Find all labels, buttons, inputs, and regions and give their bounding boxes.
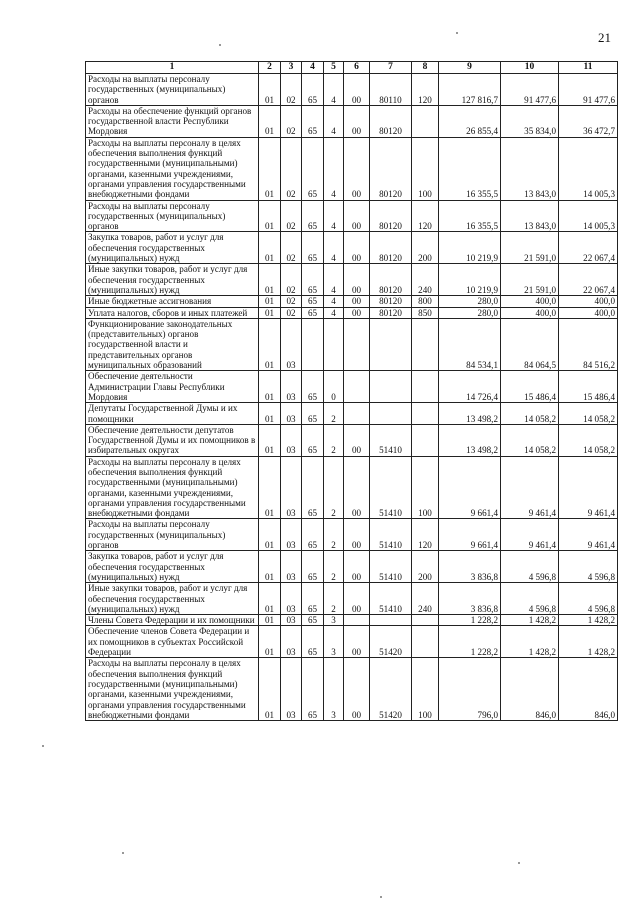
table-row bbox=[86, 137, 618, 200]
column-header-1: 1 bbox=[86, 62, 259, 74]
expense-code-cell: 80120 bbox=[370, 307, 412, 318]
expense-code-cell bbox=[370, 318, 412, 370]
row-name-cell: Иные закупки товаров, работ и услуг для обеспечения государственных (муниципальных) нужд bbox=[86, 583, 259, 615]
row-name-cell: Функционирование законодательных (представительных) органов государственной власти и представительных органов муниципальных образований bbox=[86, 318, 259, 370]
amount-year3-cell: 1 428,2 bbox=[559, 626, 618, 658]
expense-code-cell: 80120 bbox=[370, 105, 412, 137]
direction-code-cell: 00 bbox=[344, 264, 370, 296]
expense-type-cell: 120 bbox=[412, 200, 439, 232]
program-code-cell: 65 bbox=[302, 296, 324, 307]
direction-code-cell: 00 bbox=[344, 551, 370, 583]
amount-year1-cell: 13 498,2 bbox=[439, 403, 501, 425]
expense-code-cell bbox=[370, 615, 412, 626]
amount-year2-cell: 1 428,2 bbox=[501, 626, 559, 658]
table-row bbox=[86, 424, 618, 456]
amount-year3-cell: 14 058,2 bbox=[559, 424, 618, 456]
subsection-code-cell: 02 bbox=[281, 105, 302, 137]
amount-year2-cell: 13 843,0 bbox=[501, 137, 559, 200]
subprogram-code-cell: 4 bbox=[324, 307, 344, 318]
row-name-cell: Расходы на выплаты персоналу государственных (муниципальных) органов bbox=[86, 519, 259, 551]
amount-year3-cell: 9 461,4 bbox=[559, 519, 618, 551]
subprogram-code-cell: 2 bbox=[324, 519, 344, 551]
scan-speck bbox=[219, 44, 221, 46]
direction-code-cell: 00 bbox=[344, 519, 370, 551]
scan-speck bbox=[122, 852, 124, 854]
row-name-cell: Расходы на обеспечение функций органов государственной власти Республики Мордовия bbox=[86, 105, 259, 137]
section-code-cell: 01 bbox=[259, 137, 281, 200]
amount-year2-cell: 84 064,5 bbox=[501, 318, 559, 370]
subprogram-code-cell: 4 bbox=[324, 296, 344, 307]
amount-year2-cell: 846,0 bbox=[501, 658, 559, 721]
program-code-cell: 65 bbox=[302, 551, 324, 583]
page-number: 21 bbox=[598, 30, 611, 45]
section-code-cell: 01 bbox=[259, 403, 281, 425]
direction-code-cell bbox=[344, 403, 370, 425]
section-code-cell: 01 bbox=[259, 296, 281, 307]
amount-year1-cell: 1 228,2 bbox=[439, 615, 501, 626]
program-code-cell: 65 bbox=[302, 105, 324, 137]
amount-year3-cell: 9 461,4 bbox=[559, 456, 618, 519]
amount-year2-cell: 35 834,0 bbox=[501, 105, 559, 137]
subsection-code-cell: 03 bbox=[281, 318, 302, 370]
table-row bbox=[86, 615, 618, 626]
table-row bbox=[86, 318, 618, 370]
amount-year1-cell: 10 219,9 bbox=[439, 264, 501, 296]
expense-type-cell: 120 bbox=[412, 74, 439, 106]
amount-year2-cell: 14 058,2 bbox=[501, 424, 559, 456]
subprogram-code-cell: 4 bbox=[324, 137, 344, 200]
amount-year1-cell: 16 355,5 bbox=[439, 200, 501, 232]
table-row bbox=[86, 200, 618, 232]
program-code-cell: 65 bbox=[302, 424, 324, 456]
section-code-cell: 01 bbox=[259, 74, 281, 106]
subsection-code-cell: 03 bbox=[281, 615, 302, 626]
row-name-cell: Обеспечение деятельности Администрации Главы Республики Мордовия bbox=[86, 371, 259, 403]
program-code-cell: 65 bbox=[302, 74, 324, 106]
program-code-cell: 65 bbox=[302, 456, 324, 519]
amount-year1-cell: 127 816,7 bbox=[439, 74, 501, 106]
direction-code-cell: 00 bbox=[344, 296, 370, 307]
table-row bbox=[86, 74, 618, 106]
row-name-cell: Закупка товаров, работ и услуг для обеспечения государственных (муниципальных) нужд bbox=[86, 232, 259, 264]
program-code-cell: 65 bbox=[302, 658, 324, 721]
subsection-code-cell: 03 bbox=[281, 583, 302, 615]
amount-year3-cell: 15 486,4 bbox=[559, 371, 618, 403]
table-row bbox=[86, 264, 618, 296]
row-name-cell: Уплата налогов, сборов и иных платежей bbox=[86, 307, 259, 318]
table-row bbox=[86, 307, 618, 318]
amount-year1-cell: 16 355,5 bbox=[439, 137, 501, 200]
subsection-code-cell: 02 bbox=[281, 264, 302, 296]
direction-code-cell: 00 bbox=[344, 583, 370, 615]
subprogram-code-cell bbox=[324, 318, 344, 370]
expense-type-cell bbox=[412, 615, 439, 626]
column-header-4: 4 bbox=[302, 62, 324, 74]
amount-year3-cell: 1 428,2 bbox=[559, 615, 618, 626]
subprogram-code-cell: 2 bbox=[324, 403, 344, 425]
scan-speck bbox=[456, 32, 458, 34]
amount-year1-cell: 9 661,4 bbox=[439, 519, 501, 551]
subsection-code-cell: 02 bbox=[281, 296, 302, 307]
column-header-6: 6 bbox=[344, 62, 370, 74]
direction-code-cell: 00 bbox=[344, 232, 370, 264]
expense-code-cell bbox=[370, 371, 412, 403]
amount-year1-cell: 13 498,2 bbox=[439, 424, 501, 456]
expense-type-cell bbox=[412, 424, 439, 456]
direction-code-cell: 00 bbox=[344, 456, 370, 519]
expense-code-cell: 80120 bbox=[370, 137, 412, 200]
expense-code-cell: 51410 bbox=[370, 583, 412, 615]
program-code-cell: 65 bbox=[302, 371, 324, 403]
direction-code-cell: 00 bbox=[344, 307, 370, 318]
row-name-cell: Обеспечение членов Совета Федерации и их помощников в субъектах Российской Федерации bbox=[86, 626, 259, 658]
program-code-cell: 65 bbox=[302, 615, 324, 626]
amount-year2-cell: 13 843,0 bbox=[501, 200, 559, 232]
direction-code-cell: 00 bbox=[344, 105, 370, 137]
subprogram-code-cell: 3 bbox=[324, 615, 344, 626]
section-code-cell: 01 bbox=[259, 200, 281, 232]
section-code-cell: 01 bbox=[259, 105, 281, 137]
subprogram-code-cell: 2 bbox=[324, 456, 344, 519]
subsection-code-cell: 02 bbox=[281, 200, 302, 232]
amount-year1-cell: 3 836,8 bbox=[439, 551, 501, 583]
scan-speck bbox=[518, 862, 520, 864]
expense-code-cell: 51420 bbox=[370, 626, 412, 658]
program-code-cell: 65 bbox=[302, 232, 324, 264]
direction-code-cell: 00 bbox=[344, 626, 370, 658]
column-header-8: 8 bbox=[412, 62, 439, 74]
amount-year1-cell: 14 726,4 bbox=[439, 371, 501, 403]
direction-code-cell: 00 bbox=[344, 424, 370, 456]
column-header-7: 7 bbox=[370, 62, 412, 74]
column-header-3: 3 bbox=[281, 62, 302, 74]
program-code-cell: 65 bbox=[302, 264, 324, 296]
section-code-cell: 01 bbox=[259, 424, 281, 456]
expense-code-cell: 51410 bbox=[370, 519, 412, 551]
amount-year1-cell: 84 534,1 bbox=[439, 318, 501, 370]
section-code-cell: 01 bbox=[259, 519, 281, 551]
column-header-11: 11 bbox=[559, 62, 618, 74]
amount-year3-cell: 22 067,4 bbox=[559, 232, 618, 264]
amount-year2-cell: 91 477,6 bbox=[501, 74, 559, 106]
amount-year1-cell: 280,0 bbox=[439, 296, 501, 307]
budget-table bbox=[85, 61, 618, 721]
expense-type-cell bbox=[412, 403, 439, 425]
column-header-10: 10 bbox=[501, 62, 559, 74]
subsection-code-cell: 03 bbox=[281, 403, 302, 425]
scan-speck bbox=[42, 745, 44, 747]
section-code-cell: 01 bbox=[259, 658, 281, 721]
subsection-code-cell: 02 bbox=[281, 74, 302, 106]
amount-year2-cell: 9 461,4 bbox=[501, 519, 559, 551]
subprogram-code-cell: 4 bbox=[324, 74, 344, 106]
subprogram-code-cell: 4 bbox=[324, 105, 344, 137]
amount-year2-cell: 4 596,8 bbox=[501, 551, 559, 583]
subprogram-code-cell: 4 bbox=[324, 200, 344, 232]
row-name-cell: Депутаты Государственной Думы и их помощники bbox=[86, 403, 259, 425]
direction-code-cell bbox=[344, 371, 370, 403]
expense-type-cell bbox=[412, 318, 439, 370]
table-body bbox=[86, 74, 618, 721]
expense-type-cell: 240 bbox=[412, 583, 439, 615]
amount-year2-cell: 21 591,0 bbox=[501, 232, 559, 264]
table-row bbox=[86, 583, 618, 615]
table-row bbox=[86, 658, 618, 721]
subsection-code-cell: 02 bbox=[281, 137, 302, 200]
amount-year3-cell: 14 058,2 bbox=[559, 403, 618, 425]
amount-year3-cell: 4 596,8 bbox=[559, 551, 618, 583]
expense-type-cell: 850 bbox=[412, 307, 439, 318]
scan-speck bbox=[380, 896, 382, 898]
amount-year2-cell: 400,0 bbox=[501, 307, 559, 318]
section-code-cell: 01 bbox=[259, 264, 281, 296]
amount-year3-cell: 36 472,7 bbox=[559, 105, 618, 137]
subprogram-code-cell: 2 bbox=[324, 583, 344, 615]
expense-type-cell: 100 bbox=[412, 456, 439, 519]
amount-year1-cell: 796,0 bbox=[439, 658, 501, 721]
section-code-cell: 01 bbox=[259, 456, 281, 519]
section-code-cell: 01 bbox=[259, 626, 281, 658]
amount-year3-cell: 14 005,3 bbox=[559, 200, 618, 232]
section-code-cell: 01 bbox=[259, 318, 281, 370]
expense-type-cell bbox=[412, 626, 439, 658]
row-name-cell: Члены Совета Федерации и их помощники bbox=[86, 615, 259, 626]
row-name-cell: Расходы на выплаты персоналу государственных (муниципальных) органов bbox=[86, 200, 259, 232]
direction-code-cell: 00 bbox=[344, 137, 370, 200]
expense-type-cell: 100 bbox=[412, 137, 439, 200]
subprogram-code-cell: 3 bbox=[324, 658, 344, 721]
program-code-cell: 65 bbox=[302, 626, 324, 658]
column-header-2: 2 bbox=[259, 62, 281, 74]
expense-type-cell: 200 bbox=[412, 551, 439, 583]
subprogram-code-cell: 4 bbox=[324, 232, 344, 264]
amount-year3-cell: 846,0 bbox=[559, 658, 618, 721]
subprogram-code-cell: 2 bbox=[324, 551, 344, 583]
expense-type-cell bbox=[412, 371, 439, 403]
section-code-cell: 01 bbox=[259, 232, 281, 264]
column-header-9: 9 bbox=[439, 62, 501, 74]
row-name-cell: Иные бюджетные ассигнования bbox=[86, 296, 259, 307]
table-row bbox=[86, 626, 618, 658]
section-code-cell: 01 bbox=[259, 371, 281, 403]
expense-type-cell: 240 bbox=[412, 264, 439, 296]
amount-year3-cell: 22 067,4 bbox=[559, 264, 618, 296]
amount-year3-cell: 91 477,6 bbox=[559, 74, 618, 106]
subsection-code-cell: 03 bbox=[281, 551, 302, 583]
expense-type-cell: 100 bbox=[412, 658, 439, 721]
row-name-cell: Расходы на выплаты персоналу государственных (муниципальных) органов bbox=[86, 74, 259, 106]
direction-code-cell: 00 bbox=[344, 200, 370, 232]
section-code-cell: 01 bbox=[259, 583, 281, 615]
amount-year2-cell: 9 461,4 bbox=[501, 456, 559, 519]
amount-year3-cell: 14 005,3 bbox=[559, 137, 618, 200]
subsection-code-cell: 03 bbox=[281, 456, 302, 519]
row-name-cell: Расходы на выплаты персоналу в целях обеспечения выполнения функций государственными (муниципальными) органами, казенными учреждениями, органами управления государственными внебюджетными фондами bbox=[86, 137, 259, 200]
direction-code-cell bbox=[344, 318, 370, 370]
expense-type-cell: 800 bbox=[412, 296, 439, 307]
direction-code-cell bbox=[344, 615, 370, 626]
subprogram-code-cell: 4 bbox=[324, 264, 344, 296]
amount-year2-cell: 21 591,0 bbox=[501, 264, 559, 296]
expense-code-cell: 51410 bbox=[370, 456, 412, 519]
subsection-code-cell: 02 bbox=[281, 232, 302, 264]
program-code-cell bbox=[302, 318, 324, 370]
column-header-5: 5 bbox=[324, 62, 344, 74]
subsection-code-cell: 03 bbox=[281, 658, 302, 721]
program-code-cell: 65 bbox=[302, 403, 324, 425]
amount-year1-cell: 280,0 bbox=[439, 307, 501, 318]
amount-year3-cell: 84 516,2 bbox=[559, 318, 618, 370]
table-row bbox=[86, 371, 618, 403]
table-row bbox=[86, 105, 618, 137]
subprogram-code-cell: 3 bbox=[324, 626, 344, 658]
row-name-cell: Расходы на выплаты персоналу в целях обеспечения выполнения функций государственными (муниципальными) органами, казенными учреждениями, органами управления государственными внебюджетными фондами bbox=[86, 658, 259, 721]
amount-year2-cell: 4 596,8 bbox=[501, 583, 559, 615]
amount-year3-cell: 400,0 bbox=[559, 307, 618, 318]
expense-code-cell bbox=[370, 403, 412, 425]
subsection-code-cell: 03 bbox=[281, 371, 302, 403]
section-code-cell: 01 bbox=[259, 307, 281, 318]
subsection-code-cell: 02 bbox=[281, 307, 302, 318]
table-row bbox=[86, 551, 618, 583]
expense-code-cell: 80110 bbox=[370, 74, 412, 106]
program-code-cell: 65 bbox=[302, 519, 324, 551]
direction-code-cell: 00 bbox=[344, 658, 370, 721]
amount-year1-cell: 1 228,2 bbox=[439, 626, 501, 658]
expense-code-cell: 51420 bbox=[370, 658, 412, 721]
row-name-cell: Обеспечение деятельности депутатов Государственной Думы и их помощников в избирательных округах bbox=[86, 424, 259, 456]
section-code-cell: 01 bbox=[259, 615, 281, 626]
subsection-code-cell: 03 bbox=[281, 424, 302, 456]
expense-type-cell bbox=[412, 105, 439, 137]
subprogram-code-cell: 0 bbox=[324, 371, 344, 403]
amount-year3-cell: 4 596,8 bbox=[559, 583, 618, 615]
program-code-cell: 65 bbox=[302, 200, 324, 232]
program-code-cell: 65 bbox=[302, 307, 324, 318]
expense-code-cell: 80120 bbox=[370, 200, 412, 232]
subsection-code-cell: 03 bbox=[281, 626, 302, 658]
section-code-cell: 01 bbox=[259, 551, 281, 583]
table-header-row bbox=[86, 62, 618, 74]
amount-year3-cell: 400,0 bbox=[559, 296, 618, 307]
row-name-cell: Закупка товаров, работ и услуг для обеспечения государственных (муниципальных) нужд bbox=[86, 551, 259, 583]
expense-code-cell: 80120 bbox=[370, 232, 412, 264]
expense-code-cell: 80120 bbox=[370, 264, 412, 296]
amount-year2-cell: 14 058,2 bbox=[501, 403, 559, 425]
table-row bbox=[86, 403, 618, 425]
expense-code-cell: 80120 bbox=[370, 296, 412, 307]
expense-type-cell: 120 bbox=[412, 519, 439, 551]
amount-year1-cell: 9 661,4 bbox=[439, 456, 501, 519]
amount-year2-cell: 1 428,2 bbox=[501, 615, 559, 626]
subprogram-code-cell: 2 bbox=[324, 424, 344, 456]
direction-code-cell: 00 bbox=[344, 74, 370, 106]
expense-code-cell: 51410 bbox=[370, 424, 412, 456]
expense-type-cell: 200 bbox=[412, 232, 439, 264]
subsection-code-cell: 03 bbox=[281, 519, 302, 551]
amount-year1-cell: 26 855,4 bbox=[439, 105, 501, 137]
row-name-cell: Расходы на выплаты персоналу в целях обеспечения выполнения функций государственными (муниципальными) органами, казенными учреждениями, органами управления государственными внебюджетными фондами bbox=[86, 456, 259, 519]
amount-year2-cell: 400,0 bbox=[501, 296, 559, 307]
expense-code-cell: 51410 bbox=[370, 551, 412, 583]
amount-year1-cell: 10 219,9 bbox=[439, 232, 501, 264]
amount-year2-cell: 15 486,4 bbox=[501, 371, 559, 403]
table-row bbox=[86, 232, 618, 264]
amount-year1-cell: 3 836,8 bbox=[439, 583, 501, 615]
row-name-cell: Иные закупки товаров, работ и услуг для обеспечения государственных (муниципальных) нужд bbox=[86, 264, 259, 296]
table-row bbox=[86, 519, 618, 551]
program-code-cell: 65 bbox=[302, 137, 324, 200]
program-code-cell: 65 bbox=[302, 583, 324, 615]
table-row bbox=[86, 456, 618, 519]
table-row bbox=[86, 296, 618, 307]
